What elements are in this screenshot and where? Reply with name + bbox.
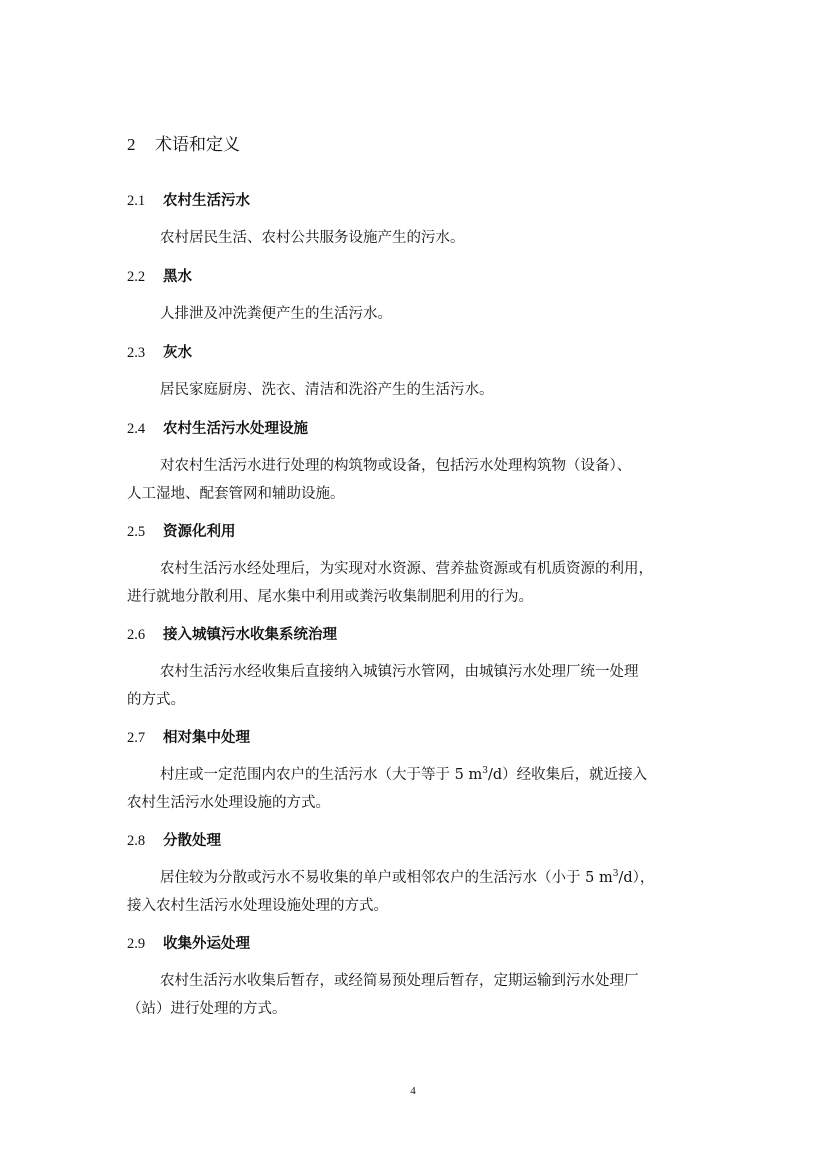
section-2-2 — [127, 266, 707, 328]
section-number: 2.8 — [127, 833, 146, 849]
section-definition — [127, 300, 707, 328]
definition-line: 的方式。 — [127, 692, 185, 708]
definition-line: 农村生活污水处理设施的方式。 — [127, 795, 330, 811]
definition-line — [127, 864, 707, 892]
definition-line: 农村生活污水经收集后直接纳入城镇污水管网，由城镇污水处理厂统一处理 — [160, 664, 639, 680]
section-definition — [127, 376, 707, 404]
unit-superscript: 3 — [612, 869, 619, 880]
definition-text: /d）经收集后，就近接入 — [487, 767, 648, 783]
section-2-3 — [127, 342, 707, 404]
definition-line: 进行就地分散利用、尾水集中利用或粪污收集制肥利用的行为。 — [127, 589, 533, 605]
section-definition — [127, 224, 707, 252]
section-number: 2.5 — [127, 524, 146, 540]
definition-text: /d）， — [618, 870, 655, 886]
section-2-1 — [127, 190, 707, 252]
section-number: 2.2 — [127, 269, 146, 285]
section-heading — [127, 418, 707, 440]
section-term: 灰水 — [163, 345, 192, 361]
section-heading — [127, 727, 707, 749]
section-term: 相对集中处理 — [163, 730, 250, 746]
section-term: 资源化利用 — [163, 524, 236, 540]
section-definition — [127, 452, 707, 508]
section-heading — [127, 521, 707, 543]
definition-line: 人排泄及冲洗粪便产生的生活污水。 — [160, 306, 392, 322]
section-term: 分散处理 — [163, 833, 221, 849]
section-term: 黑水 — [163, 269, 192, 285]
definition-line: 农村生活污水经处理后，为实现对水资源、营养盐资源或有机质资源的利用， — [160, 561, 653, 577]
section-number: 2.1 — [127, 193, 146, 209]
chapter-number: 2 — [127, 135, 136, 154]
definition-text: 村庄或一定范围内农户的生活污水（大于等于 5 m — [160, 767, 483, 783]
section-2-9 — [127, 933, 707, 1023]
definition-line — [127, 761, 707, 789]
definition-line: （站）进行处理的方式。 — [127, 1001, 287, 1017]
section-number: 2.7 — [127, 730, 146, 746]
section-definition — [127, 864, 707, 920]
section-term: 农村生活污水 — [163, 193, 250, 209]
section-heading — [127, 190, 707, 212]
unit-superscript: 3 — [482, 766, 488, 777]
section-heading — [127, 266, 707, 288]
definition-text: 居住较为分散或污水不易收集的单户或相邻农户的生活污水（小于 5 m — [160, 870, 613, 886]
section-heading — [127, 830, 707, 852]
section-number: 2.3 — [127, 345, 146, 361]
section-term: 收集外运处理 — [163, 936, 250, 952]
definition-line: 农村居民生活、农村公共服务设施产生的污水。 — [160, 230, 465, 246]
section-term: 农村生活污水处理设施 — [163, 421, 308, 437]
section-definition — [127, 967, 707, 1023]
chapter-heading — [127, 131, 240, 159]
section-term: 接入城镇污水收集系统治理 — [163, 627, 337, 643]
section-2-6 — [127, 624, 707, 714]
section-2-5 — [127, 521, 707, 611]
definition-line: 接入农村生活污水处理设施处理的方式。 — [127, 898, 388, 914]
section-heading — [127, 933, 707, 955]
section-2-8 — [127, 830, 707, 920]
section-2-7 — [127, 727, 707, 817]
section-definition — [127, 761, 707, 817]
chapter-title: 术语和定义 — [155, 135, 240, 155]
page-number: 4 — [410, 1085, 416, 1097]
section-heading — [127, 624, 707, 646]
section-definition — [127, 658, 707, 714]
section-heading — [127, 342, 707, 364]
section-definition — [127, 555, 707, 611]
definition-line: 对农村生活污水进行处理的构筑物或设备，包括污水处理构筑物（设备）、 — [160, 458, 632, 474]
definition-line: 居民家庭厨房、洗衣、清洁和洗浴产生的生活污水。 — [160, 382, 494, 398]
section-number: 2.6 — [127, 627, 146, 643]
definition-line: 人工湿地、配套管网和辅助设施。 — [127, 486, 345, 502]
section-number: 2.4 — [127, 421, 146, 437]
section-2-4 — [127, 418, 707, 508]
definition-line: 农村生活污水收集后暂存，或经简易预处理后暂存，定期运输到污水处理厂 — [160, 973, 639, 989]
section-number: 2.9 — [127, 936, 146, 952]
